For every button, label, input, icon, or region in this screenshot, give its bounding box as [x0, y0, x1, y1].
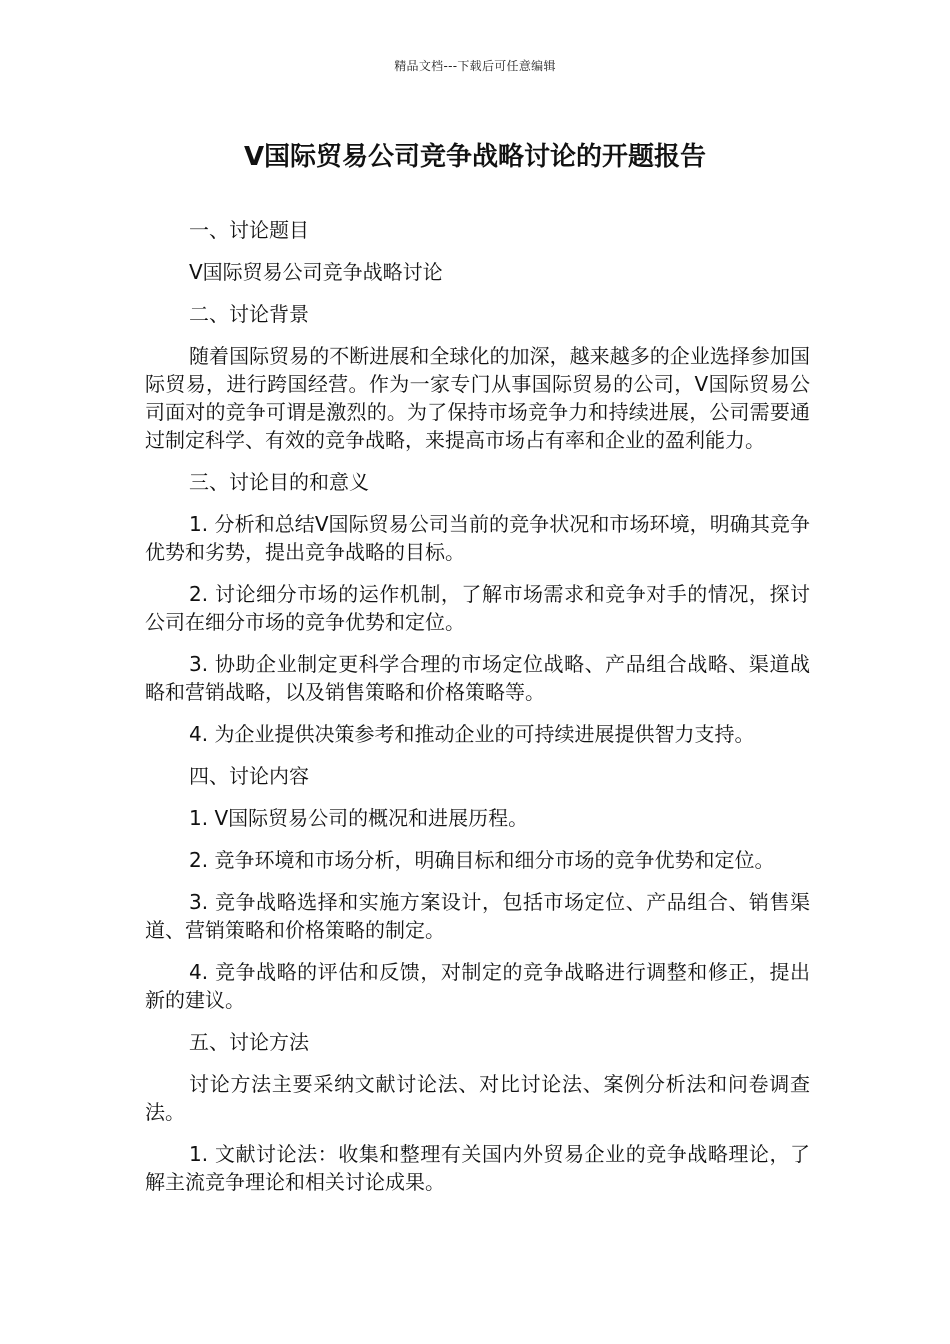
section-heading-content: 四、讨论内容 [189, 764, 309, 788]
method-paragraph: 讨论方法主要采纳文献讨论法、对比讨论法、案例分析法和问卷调查法。 [145, 1072, 810, 1124]
purpose-item: 2. 讨论细分市场的运作机制，了解市场需求和竞争对手的情况，探讨公司在细分市场的竞争优势和定位。 [145, 582, 810, 634]
topic-text: V国际贸易公司竞争战略讨论 [189, 260, 443, 284]
purpose-item: 4. 为企业提供决策参考和推动企业的可持续进展提供智力支持。 [189, 722, 755, 746]
section-heading-purpose: 三、讨论目的和意义 [189, 470, 369, 494]
content-item: 1. V国际贸易公司的概况和进展历程。 [189, 806, 529, 830]
document-title: V国际贸易公司竞争战略讨论的开题报告 [243, 142, 707, 172]
purpose-item: 3. 协助企业制定更科学合理的市场定位战略、产品组合战略、渠道战略和营销战略，以及销售策略和价格策略等。 [145, 652, 810, 704]
content-item: 2. 竞争环境和市场分析，明确目标和细分市场的竞争优势和定位。 [189, 848, 775, 872]
method-item: 1. 文献讨论法：收集和整理有关国内外贸易企业的竞争战略理论，了解主流竞争理论和相关讨论成果。 [145, 1142, 810, 1194]
document-body [145, 216, 810, 1210]
section-heading-method: 五、讨论方法 [189, 1030, 309, 1054]
content-item: 3. 竞争战略选择和实施方案设计，包括市场定位、产品组合、销售渠道、营销策略和价格策略的制定。 [145, 890, 810, 942]
section-heading-topic: 一、讨论题目 [189, 218, 309, 242]
header-note: 精品文档---下载后可任意编辑 [394, 59, 556, 73]
section-heading-background: 二、讨论背景 [189, 302, 309, 326]
content-item: 4. 竞争战略的评估和反馈，对制定的竞争战略进行调整和修正，提出新的建议。 [145, 960, 810, 1012]
purpose-item: 1. 分析和总结V国际贸易公司当前的竞争状况和市场环境，明确其竞争优势和劣势，提出竞争战略的目标。 [145, 512, 810, 564]
background-paragraph: 随着国际贸易的不断进展和全球化的加深，越来越多的企业选择参加国际贸易，进行跨国经营。作为一家专门从事国际贸易的公司，V国际贸易公司面对的竞争可谓是激烈的。为了保持市场竞争力和持续进展，公司需要通过制定科学、有效的竞争战略，来提高市场占有率和企业的盈利能力。 [145, 344, 810, 452]
